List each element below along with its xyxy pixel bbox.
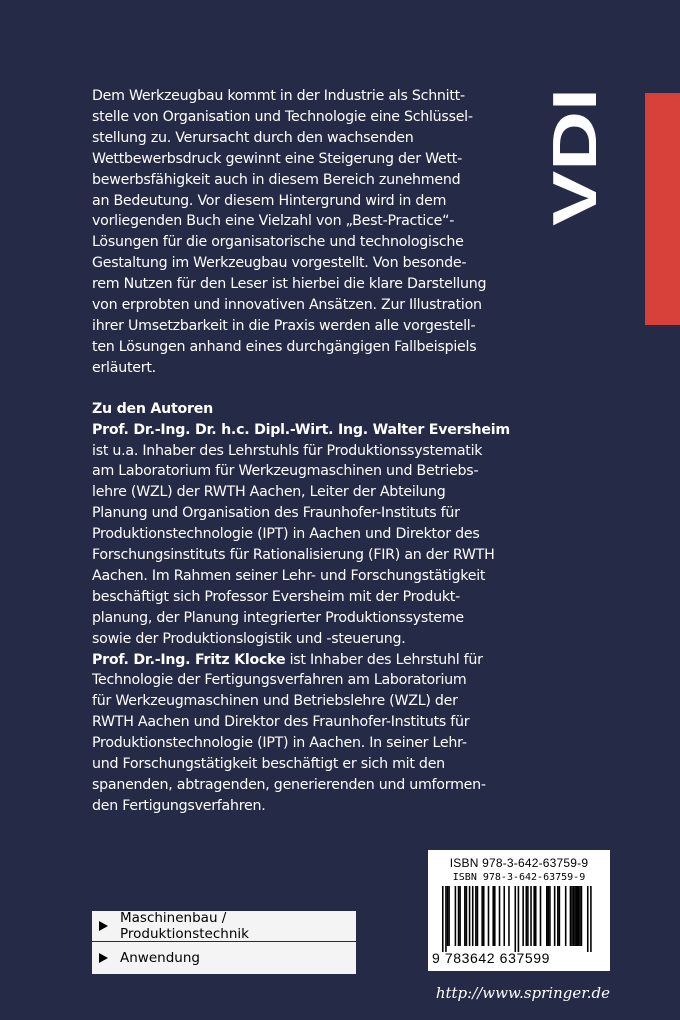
- line: Dem Werkzeugbau kommt in der Industrie als Schnitt-: [92, 88, 465, 104]
- barcode-bar: [559, 886, 561, 946]
- barcode-bar: [579, 886, 581, 946]
- line: ist Inhaber des Lehrstuhl für: [285, 651, 483, 668]
- barcode-digits: 9 783642 637599: [432, 950, 550, 966]
- line: ihrer Umsetzbarkeit in die Praxis werden alle vorgestell-: [92, 317, 476, 334]
- line: und Forschungstätigkeit beschäftigt er sich mit den: [92, 756, 445, 773]
- line: Produktionstechnologie (IPT) in Aachen und Direktor des: [92, 526, 480, 543]
- barcode-bar: [447, 886, 449, 946]
- barcode-bar: [464, 886, 466, 946]
- barcode-bar: [548, 886, 550, 946]
- category-item: [92, 942, 356, 974]
- vdi-logo: [538, 86, 610, 226]
- isbn-mono-label: ISBN 978-3-642-63759-9: [452, 872, 586, 883]
- barcode-bar: [557, 886, 559, 946]
- barcode-bar: [554, 886, 556, 946]
- line: planung, der Planung integrierter Produktionssysteme: [92, 609, 464, 626]
- author2-bio: [92, 650, 520, 817]
- barcode-bar: [565, 886, 567, 946]
- line: bewerbsfähigkeit auch in diesem Bereich zunehmend: [92, 171, 461, 188]
- line: Lösungen für die organisatorische und technologische: [92, 234, 464, 251]
- barcode-bar: [587, 886, 589, 952]
- barcode-bar: [581, 886, 583, 946]
- barcode-bar: [445, 886, 447, 952]
- barcode-bar: [469, 886, 471, 946]
- barcode-bar: [546, 886, 548, 946]
- barcode-bar: [573, 886, 575, 946]
- barcode-bar: [483, 886, 485, 946]
- barcode-bar: [574, 886, 576, 946]
- description-paragraph: [92, 86, 520, 379]
- line: lehre (WZL) der RWTH Aachen, Leiter der Abteilung: [92, 484, 446, 501]
- barcode-bar: [570, 886, 572, 946]
- barcode-bar: [514, 886, 516, 952]
- category-box: [92, 911, 356, 974]
- publisher-url: http://www.springer.de: [435, 984, 610, 1002]
- vdi-logo-text: VDI: [541, 122, 610, 226]
- line: erläutert.: [92, 359, 156, 376]
- barcode-bar: [448, 886, 450, 946]
- isbn-label: ISBN 978-3-642-63759-9: [449, 856, 589, 870]
- line: Gestaltung im Werkzeugbau vorgestellt. Von besonde-: [92, 255, 467, 272]
- triangle-right-icon: [99, 953, 108, 963]
- line: Planung und Organisation des Fraunhofer-Instituts für: [92, 505, 460, 522]
- barcode-bar: [535, 886, 537, 946]
- barcode-bar: [508, 886, 510, 946]
- line: beschäftigt sich Professor Eversheim mit der Produkt-: [92, 588, 460, 605]
- line: stellung zu. Verursacht durch den wachsenden: [92, 129, 414, 146]
- barcode-bar: [503, 886, 505, 946]
- line: Wettbewerbsdruck gewinnt eine Steigerung der Wett-: [92, 150, 462, 167]
- barcode-bar: [499, 886, 501, 946]
- category-item: [92, 911, 356, 942]
- line: ist u.a. Inhaber des Lehrstuhls für Produktionssystematik: [92, 442, 483, 459]
- category-label: Anwendung: [120, 950, 200, 966]
- barcode-bar: [578, 886, 580, 946]
- barcode-bar: [455, 886, 457, 946]
- author1-bio: [92, 420, 520, 650]
- barcode-bar: [492, 886, 494, 946]
- barcode-bar: [533, 886, 535, 946]
- back-cover-text: [92, 86, 520, 817]
- triangle-right-icon: [99, 921, 108, 931]
- barcode-bar: [481, 886, 483, 946]
- barcode-bar: [526, 886, 528, 946]
- line: am Laboratorium für Werkzeugmaschinen und Betriebs-: [92, 463, 479, 480]
- isbn-barcode: [428, 850, 610, 971]
- line: an Bedeutung. Vor diesem Hintergrund wird in dem: [92, 192, 447, 209]
- barcode-bar: [576, 886, 578, 946]
- line: Aachen. Im Rahmen seiner Lehr- und Forschungstätigkeit: [92, 567, 486, 584]
- line: den Fertigungsverfahren.: [92, 797, 266, 814]
- author2-name: Prof. Dr.-Ing. Fritz Klocke: [92, 651, 286, 668]
- line: stelle von Organisation und Technologie eine Schlüssel-: [92, 108, 473, 125]
- line: Forschungsinstituts für Rationalisierung (FIR) an der RWTH: [92, 547, 495, 564]
- authors-heading: Zu den Autoren: [92, 400, 213, 417]
- line: für Werkzeugmaschinen und Betriebslehre (WZL) der: [92, 693, 458, 710]
- barcode-bar: [540, 886, 542, 946]
- line: von erprobten und innovativen Ansätzen. Zur Illustration: [92, 297, 482, 314]
- line: RWTH Aachen und Direktor des Fraunhofer-Instituts für: [92, 714, 470, 731]
- barcode-bar: [459, 886, 461, 946]
- line: spanenden, abtragenden, generierenden und umformen-: [92, 777, 486, 793]
- barcode-bar: [590, 886, 592, 952]
- barcode-bar: [488, 886, 490, 946]
- barcode-bar: [571, 886, 573, 946]
- barcode-bar: [472, 886, 474, 946]
- barcode-bar: [518, 886, 520, 952]
- line: Produktionstechnologie (IPT) in Aachen. In seiner Lehr-: [92, 735, 467, 752]
- barcode-bar: [522, 886, 524, 946]
- barcode-bar: [475, 886, 477, 946]
- barcode-bar: [458, 886, 460, 946]
- barcode-bar: [466, 886, 468, 946]
- barcode-bars: [442, 886, 598, 952]
- barcode-bar: [477, 886, 479, 946]
- barcode-bar: [442, 886, 444, 952]
- author1-name: Prof. Dr.-Ing. Dr. h.c. Dipl.-Wirt. Ing. Walter Eversheim: [92, 421, 510, 438]
- category-label: Maschinenbau / Produktionstechnik: [120, 910, 249, 942]
- barcode-bar: [530, 886, 532, 946]
- line: vorliegenden Buch eine Vielzahl von „Best-Practice“-: [92, 213, 455, 230]
- barcode-bar: [527, 886, 529, 946]
- barcode-bar: [549, 886, 551, 946]
- line: rem Nutzen für den Leser ist hierbei die klare Darstellung: [92, 276, 487, 293]
- line: sowie der Produktionslogistik und -steuerung.: [92, 630, 406, 647]
- line: ten Lösungen anhand eines durchgängigen Fallbeispiels: [92, 338, 477, 355]
- line: Technologie der Fertigungsverfahren am Laboratorium: [92, 672, 467, 689]
- red-accent-bar: [645, 93, 680, 325]
- barcode-bar: [494, 886, 496, 946]
